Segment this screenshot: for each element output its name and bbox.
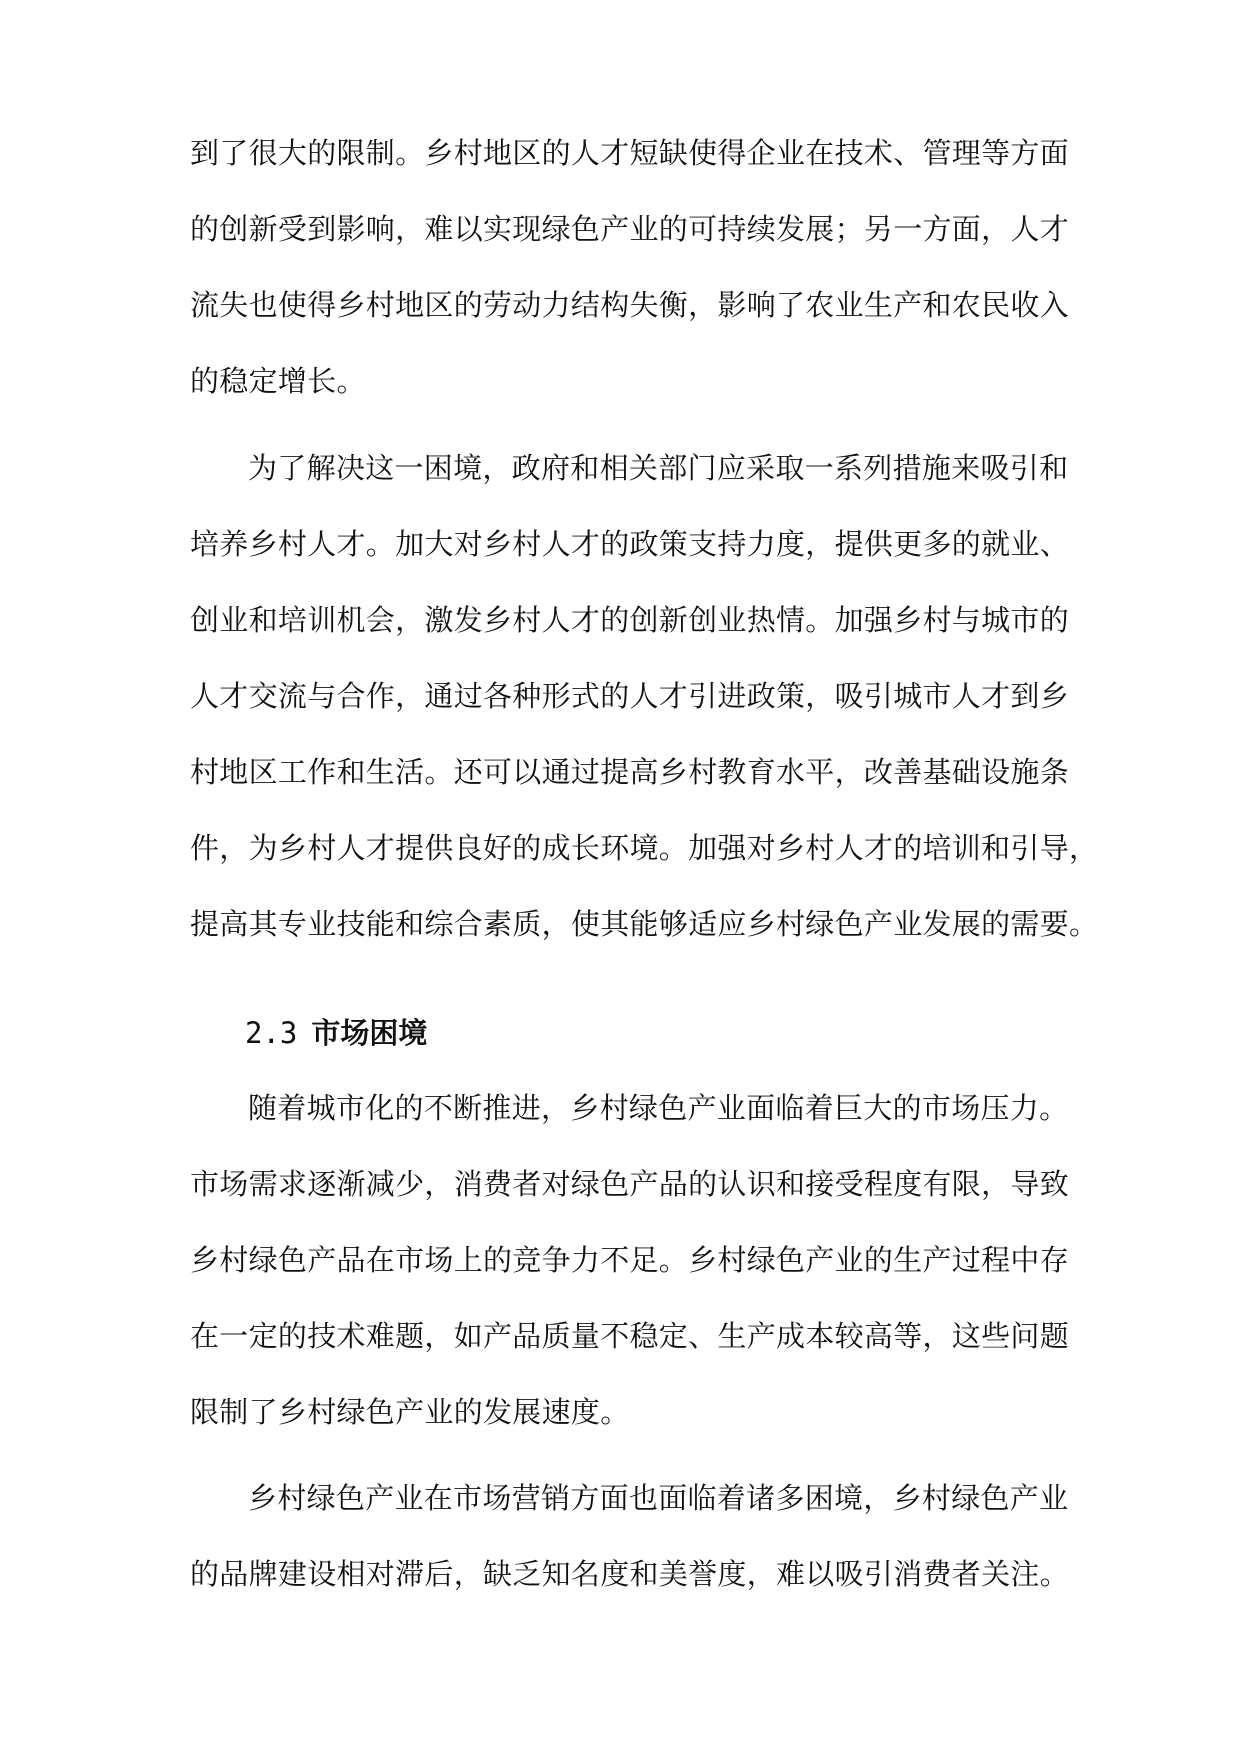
paragraph-line: 的稳定增长。: [190, 364, 366, 398]
section-heading: [245, 995, 427, 1071]
paragraph-2: [190, 430, 1099, 962]
paragraph-line: 的品牌建设相对滞后，缺乏知名度和美誉度，难以吸引消费者关注。: [190, 1557, 1070, 1591]
paragraph-line: 在一定的技术难题，如产品质量不稳定、生产成本较高等，这些问题: [190, 1319, 1070, 1353]
paragraph-line: 件，为乡村人才提供良好的成长环境。加强对乡村人才的培训和引导，: [190, 831, 1099, 865]
paragraph-line: 随着城市化的不断推进，乡村绿色产业面临着巨大的市场压力。: [248, 1091, 1069, 1125]
paragraph-line: 为了解决这一困境，政府和相关部门应采取一系列措施来吸引和: [248, 451, 1069, 485]
paragraph-line: 限制了乡村绿色产业的发展速度。: [190, 1395, 630, 1429]
paragraph-line: 流失也使得乡村地区的劳动力结构失衡，影响了农业生产和农民收入: [190, 288, 1070, 322]
paragraph-line: 市场需求逐渐减少，消费者对绿色产品的认识和接受程度有限，导致: [190, 1167, 1070, 1201]
paragraph-line: 提高其专业技能和综合素质，使其能够适应乡村绿色产业发展的需要。: [190, 907, 1099, 941]
paragraph-4: [190, 1460, 1070, 1612]
paragraph-line: 村地区工作和生活。还可以通过提高乡村教育水平，改善基础设施条: [190, 755, 1070, 789]
paragraph-3: [190, 1070, 1070, 1450]
paragraph-line: 到了很大的限制。乡村地区的人才短缺使得企业在技术、管理等方面: [190, 136, 1070, 170]
section-title: 市场困境: [311, 1016, 428, 1050]
paragraph-line: 人才交流与合作，通过各种形式的人才引进政策，吸引城市人才到乡: [190, 679, 1070, 713]
paragraph-line: 创业和培训机会，激发乡村人才的创新创业热情。加强乡村与城市的: [190, 603, 1070, 637]
paragraph-line: 的创新受到影响，难以实现绿色产业的可持续发展；另一方面，人才: [190, 212, 1070, 246]
paragraph-line: 乡村绿色产业在市场营销方面也面临着诸多困境，乡村绿色产业: [248, 1481, 1069, 1515]
section-number: 2.3: [245, 1016, 298, 1050]
paragraph-1: [190, 115, 1070, 419]
paragraph-line: 乡村绿色产品在市场上的竞争力不足。乡村绿色产业的生产过程中存: [190, 1243, 1070, 1277]
paragraph-line: 培养乡村人才。加大对乡村人才的政策支持力度，提供更多的就业、: [190, 527, 1070, 561]
